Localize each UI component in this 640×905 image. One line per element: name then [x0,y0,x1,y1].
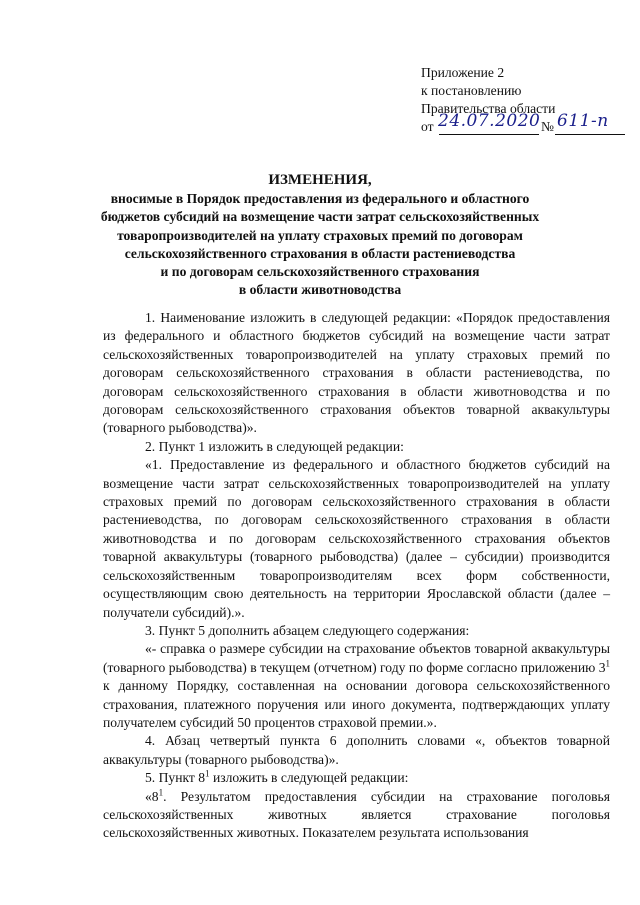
quote-5-text-b: . Результатом предоставления субсидии на страхование поголовья сельскохозяйственных животных является страхование поголовья сельскохозяйственных животных. Показателем результата использования [103,788,610,841]
paragraph-quote-1: «1. Предоставление из федерального и областного бюджетов субсидий на возмещение части затрат сельскохозяйственных товаропроизводителей на уплату страховых премий по договорам сельскохозяйственного страхования в области растениеводства, по договорам сельскохозяйственного страхования в области животноводства и по договорам сельскохозяйственного страхования объектов товарной аквакультуры (товарного рыбоводства) (далее – субсидии) производится сельскохозяйственным товаропроизводителям всех форм собственности, осуществляющим свою деятельность на территории Ярославской области (далее – получатели субсидий).». [103,457,610,620]
appendix-line-1: Приложение 2 [421,65,505,80]
appendix-block [421,64,631,136]
superscript: 1 [205,768,210,779]
quote-3-text-b: к данному Порядку, составленная на основании договора сельскохозяйственного страхования, платежного поручения или иного документа, подтверждающих уплату получателем субсидий 50 процентов страховой премии.». [103,678,610,730]
document-body [103,309,610,843]
quote-5-text-a: «8 [145,788,159,804]
number-sign: № [541,119,554,134]
paragraph-item-1: 1. Наименование изложить в следующей редакции: «Порядок предоставления из федерального и областного бюджетов субсидий на возмещение части затрат сельскохозяйственных товаропроизводителей на уплату страховых премий по договорам сельскохозяйственного страхования в области растениеводства, по договорам сельскохозяйственного страхования в области животноводства и по договорам сельскохозяйственного страхования объектов товарной аквакультуры (товарного рыбоводства)». [103,310,610,436]
date-prefix: от [421,119,434,134]
paragraph-quote-3 [103,640,610,732]
superscript: 1 [605,658,610,669]
appendix-line-3: Правительства области [421,101,556,116]
subtitle-line: и по договорам сельскохозяйственного страхования [160,264,480,280]
paragraph-quote-5 [103,788,610,843]
date-underline [439,134,539,135]
paragraph-item-3: 3. Пункт 5 дополнить абзацем следующего содержания: [145,622,470,638]
quote-3-text-a: «- справка о размере субсидии на страхование объектов товарной аквакультуры (товарного рыбоводства) в текущем (отчетном) году по форме согласно приложению 3 [103,641,610,675]
item-5-text-b: изложить в следующей редакции: [209,770,409,786]
handwritten-number: 611-п [557,111,609,131]
subtitle-line: сельскохозяйственного страхования в области растениеводства [124,245,516,261]
subtitle-line: в области животноводства [238,282,402,298]
appendix-line-2: к постановлению [421,83,522,98]
document-title: ИЗМЕНЕНИЯ, [268,172,372,188]
handwritten-date: 24.07.2020 [438,111,541,131]
paragraph-item-4: 4. Абзац четвертый пункта 6 дополнить словами «, объектов товарной аквакультуры (товарного рыбоводства)». [103,733,610,767]
paragraph-item-2: 2. Пункт 1 изложить в следующей редакции: [145,438,404,454]
number-underline [555,134,625,135]
subtitle-line: бюджетов субсидий на возмещение части затрат сельскохозяйственных [100,209,540,225]
date-number-line [421,111,631,136]
subtitle-line: вносимые в Порядок предоставления из федерального и областного [110,191,530,206]
paragraph-item-5 [103,769,610,787]
superscript: 1 [158,787,164,798]
item-5-text-a: 5. Пункт 8 [145,770,206,786]
document-subtitle [86,190,554,300]
subtitle-line: товаропроизводителей на уплату страховых премий по договорам [117,227,523,243]
